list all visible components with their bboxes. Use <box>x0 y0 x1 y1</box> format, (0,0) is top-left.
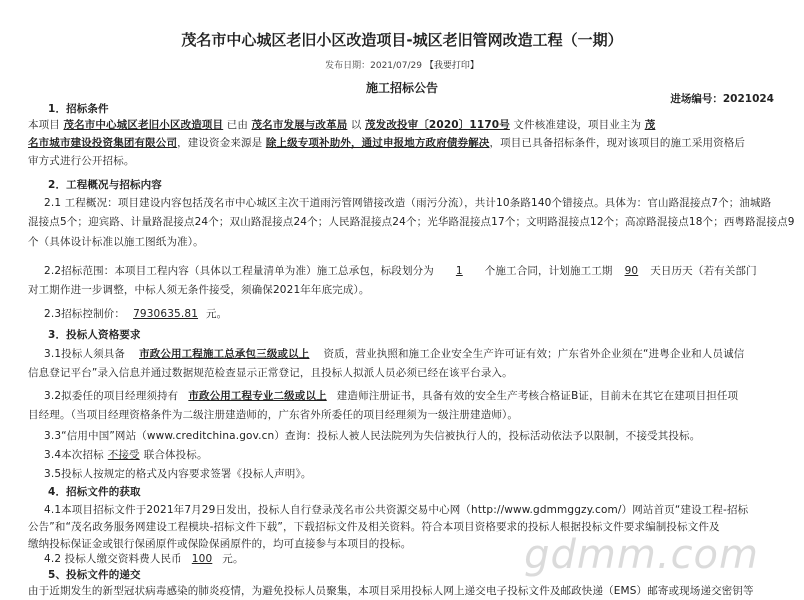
s1-text: 文件核准建设，项目业主为 <box>513 119 642 131</box>
s2-text: 个施工合同，计划施工工期 <box>484 265 613 277</box>
s2-p1-line-2: 混接点5个；迎宾路、计量路混接点24个；双山路混接点24个；人民路混接点24个；光华路混接点17个；文明路混接点12个；高凉路混接点18个；西粤路混接点9 <box>28 216 795 228</box>
s3-p1-line-2: 信息登记平台”录入信息并通过数据规范检查显示正常登记，且投标人拟派人员必须已经在该平台录入。 <box>28 367 513 379</box>
s2-p3 <box>44 305 227 323</box>
s4-text: 元。 <box>222 553 244 565</box>
s3-p2-line-2: 目经理。（当项目经理资格条件为二级注册建造师的，广东省外所委任的项目经理须为一级注册建造师）。 <box>28 409 519 421</box>
s2-text: 天日历天（若有关部门 <box>650 265 757 277</box>
s1-text: 本项目 <box>28 119 60 131</box>
s2-p2-line-2: 对工期作进一步调整，中标人须无条件接受，须确保2021年年底完成）。 <box>28 284 370 296</box>
owner-name: 名市城市建设投资集团有限公司 <box>28 137 178 149</box>
s3-p4 <box>44 446 208 464</box>
section-1-heading: 1．招标条件 <box>48 103 109 115</box>
publish-meta <box>0 58 804 71</box>
s1-line-3: 审方式进行公开招标。 <box>28 155 135 167</box>
s4-p1-line-1: 4.1本项目招标文件于2021年7月29日发出，投标人自行登录茂名市公共资源交易中心网（http://www.gdmmggzy.com/）网站首页“建设工程-招标 <box>44 504 749 516</box>
s1-text: ，项目已具备招标条件，现对该项目的施工采用资格后 <box>489 137 746 149</box>
owner-name: 茂 <box>644 119 656 131</box>
s3-text: 3.1投标人须具备 <box>44 348 126 360</box>
control-price: 7930635.81 <box>133 308 199 320</box>
s3-p5: 3.5投标人按规定的格式及内容要求签署《投标人声明》。 <box>44 468 312 480</box>
publish-date: 2021/07/29 <box>370 61 422 71</box>
publish-date-label: 发布日期： <box>325 61 371 71</box>
manager-qualification: 市政公用工程专业二级或以上 <box>188 390 327 402</box>
s1-text: 以 <box>350 119 362 131</box>
approval-doc-number: 茂发改投审〔2020〕1170号 <box>365 119 510 131</box>
s3-text: 3.4本次招标 <box>44 449 104 461</box>
s3-text: 3.2拟委任的项目经理须持有 <box>44 390 179 402</box>
fee-amount: 100 <box>191 553 213 565</box>
s3-p3: 3.3“信用中国”网站（www.creditchina.gov.cn）查询：投标人被人民法院列为失信被执行人的，投标活动依法予以限制，不接受其投标。 <box>44 430 701 442</box>
s4-p1-line-2: 公告”和“茂名政务服务网建设工程模块-招标文件下载”，下载招标文件及相关资料。符合本项目资格要求的投标人根据投标文件要求编制投标文件及 <box>28 521 720 533</box>
s1-text: 已由 <box>226 119 249 131</box>
duration-days: 90 <box>624 265 639 277</box>
s1-text: ，建设资金来源是 <box>177 137 263 149</box>
section-2-heading: 2．工程概况与招标内容 <box>48 179 162 191</box>
s3-p1-line-1 <box>44 345 744 363</box>
approver: 茂名市发展与改革局 <box>251 119 348 131</box>
s2-p1-line-1: 2.1 工程概况：项目建设内容包括茂名市中心城区主次干道雨污管网错接改造（雨污分流），共计10条路140个错接点。具体为：官山路混接点7个；油城路 <box>44 197 772 209</box>
s1-line-1 <box>28 116 655 134</box>
site-watermark: gdmm.com <box>524 532 759 578</box>
section-4-heading: 4．招标文件的获取 <box>48 486 141 498</box>
project-name: 茂名市中心城区老旧小区改造项目 <box>63 119 224 131</box>
company-qualification: 市政公用工程施工总承包三级或以上 <box>139 348 310 360</box>
page-title: 茂名市中心城区老旧小区改造项目-城区老旧管网改造工程（一期） <box>181 31 623 49</box>
s2-text: 元。 <box>206 308 228 320</box>
s3-text: 资质，营业执照和施工企业安全生产许可证有效；广东省外企业须在“进粤企业和人员诚信 <box>323 348 745 360</box>
consortium-policy: 不接受 <box>107 449 140 461</box>
s4-p1-line-3: 缴纳投标保证金或银行保函原件或保险保函原件的，均可直接参与本项目的投标。 <box>28 538 412 550</box>
s2-p2-line-1 <box>44 262 757 280</box>
s3-p2-line-1 <box>44 387 738 405</box>
s2-text: 2.2招标范围：本项目工程内容（具体以工程量清单为准）施工总承包，标段划分为 <box>44 265 434 277</box>
s2-text: 2.3招标控制价： <box>44 308 126 320</box>
s1-line-2 <box>28 134 745 152</box>
s2-p1-line-3: 个（具体设计标准以施工图纸为准）。 <box>28 236 204 248</box>
print-link[interactable]: 【我要打印】 <box>424 61 479 71</box>
s3-text: 联合体投标。 <box>143 449 208 461</box>
section-count: 1 <box>455 265 463 277</box>
s3-text: 建造师注册证书，具备有效的安全生产考核合格证B证，目前未在其它在建项目担任项 <box>336 390 739 402</box>
fund-source: 除上级专项补助外，通过申报地方政府债券解决 <box>265 137 490 149</box>
s5-p1: 由于近期发生的新型冠状病毒感染的肺炎疫情，为避免投标人员聚集，本项目采用投标人网上递交电子投标文件及邮政快递（EMS）邮寄或现场递交密钥等 <box>28 585 754 597</box>
notice-title: 施工招标公告 <box>365 81 438 95</box>
section-3-heading: 3．投标人资格要求 <box>48 329 141 341</box>
section-5-heading: 5、投标文件的递交 <box>48 569 141 581</box>
s4-text: 4.2 投标人缴交资料费人民币 <box>44 553 182 565</box>
serial-number: 进场编号：2021024 <box>670 93 774 105</box>
